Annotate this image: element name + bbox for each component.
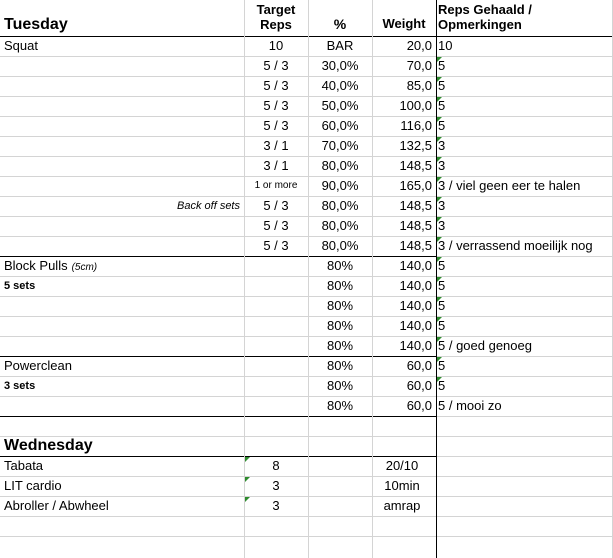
weight-cell[interactable]: 132,5 (399, 138, 432, 153)
reps-done-cell[interactable] (438, 496, 613, 516)
exercise-cell[interactable] (4, 456, 242, 476)
comment-marker-icon (437, 257, 442, 262)
exercise-cell[interactable] (4, 396, 242, 416)
reps-done-cell[interactable]: 5 (438, 258, 446, 273)
percent-cell[interactable]: 60,0% (321, 118, 359, 133)
reps-done-cell[interactable] (438, 416, 613, 436)
percent-cell[interactable]: 80% (326, 338, 354, 353)
row-gridline (0, 436, 613, 437)
percent-cell[interactable]: 50,0% (321, 98, 359, 113)
exercise-cell[interactable] (4, 356, 242, 376)
percent-cell[interactable]: 80% (326, 398, 354, 413)
weight-cell[interactable]: 148,5 (399, 158, 432, 173)
exercise-cell[interactable] (4, 156, 242, 176)
section-divider (0, 36, 436, 37)
day-header-tuesday[interactable]: Tuesday (4, 16, 68, 33)
exercise-cell[interactable] (4, 516, 242, 536)
percent-cell[interactable] (308, 456, 372, 476)
target-reps-cell[interactable] (244, 316, 308, 336)
target-reps-cell[interactable] (244, 256, 308, 276)
exercise-cell[interactable] (4, 96, 242, 116)
comment-marker-icon (437, 217, 442, 222)
reps-done-cell[interactable]: 3 (438, 158, 446, 173)
row-gridline (0, 316, 613, 317)
weight-cell[interactable]: 140,0 (399, 278, 432, 293)
target-reps-header[interactable]: Target Reps (256, 2, 296, 32)
reps-done-cell[interactable]: 3 (438, 218, 446, 233)
exercise-cell[interactable] (4, 296, 242, 316)
column-gridline (372, 0, 373, 558)
comment-marker-icon (437, 337, 442, 342)
exercise-label: Squat (4, 38, 38, 53)
weight-cell[interactable]: 60,0 (406, 398, 432, 413)
row-gridline (0, 236, 613, 237)
reps-done-cell[interactable]: 3 (438, 138, 446, 153)
weight-header[interactable]: Weight (382, 16, 426, 31)
percent-cell[interactable] (308, 516, 372, 536)
comment-marker-icon (437, 377, 442, 382)
target-reps-cell[interactable]: 3 (272, 478, 280, 493)
reps-done-cell[interactable]: 5 (438, 98, 446, 113)
target-reps-cell[interactable]: 5 / 3 (263, 58, 289, 73)
row-gridline (0, 136, 613, 137)
row-gridline (0, 196, 613, 197)
exercise-cell[interactable] (4, 476, 242, 496)
percent-cell[interactable]: 90,0% (321, 178, 359, 193)
percent-cell[interactable]: 80,0% (321, 198, 359, 213)
comment-marker-icon (437, 277, 442, 282)
exercise-label: Tabata (4, 458, 44, 473)
percent-cell[interactable]: 80% (326, 258, 354, 273)
exercise-cell[interactable] (4, 416, 242, 436)
target-reps-cell[interactable] (244, 296, 308, 316)
comment-marker-icon (437, 157, 442, 162)
exercise-label: Abroller / Abwheel (4, 498, 109, 513)
percent-cell[interactable]: 70,0% (321, 138, 359, 153)
percent-cell[interactable]: 40,0% (321, 78, 359, 93)
exercise-label: 3 sets (4, 380, 36, 392)
exercise-cell[interactable] (4, 76, 242, 96)
target-reps-cell[interactable]: 3 (272, 498, 280, 513)
percent-cell[interactable]: 80% (326, 378, 354, 393)
percent-cell[interactable] (308, 416, 372, 436)
target-reps-cell[interactable]: 8 (272, 458, 280, 473)
target-reps-cell[interactable]: 3 / 1 (263, 158, 289, 173)
percent-cell[interactable]: 30,0% (321, 58, 359, 73)
weight-cell[interactable]: 148,5 (399, 238, 432, 253)
exercise-label: Back off sets (177, 200, 240, 212)
target-reps-cell[interactable]: 10 (268, 38, 284, 53)
reps-done-cell[interactable]: 5 / goed genoeg (438, 338, 532, 353)
weight-cell[interactable]: 140,0 (399, 318, 432, 333)
exercise-label: LIT cardio (4, 478, 62, 493)
target-reps-cell[interactable]: 5 / 3 (263, 98, 289, 113)
weight-cell[interactable]: 100,0 (399, 98, 432, 113)
weight-cell[interactable]: 10min (384, 478, 420, 493)
exercise-cell[interactable] (4, 336, 242, 356)
exercise-cell[interactable] (4, 496, 242, 516)
percent-cell[interactable] (308, 436, 372, 456)
section-divider (0, 256, 436, 257)
weight-cell[interactable]: amrap (383, 498, 421, 513)
exercise-cell[interactable] (4, 116, 242, 136)
weight-cell[interactable]: 60,0 (406, 378, 432, 393)
reps-done-cell[interactable]: 3 / verrassend moeilijk nog (438, 238, 593, 253)
target-reps-cell[interactable] (244, 516, 308, 536)
target-reps-cell[interactable]: 1 or more (254, 180, 298, 191)
row-gridline (0, 276, 613, 277)
weight-cell[interactable]: 140,0 (399, 258, 432, 273)
row-gridline (0, 516, 613, 517)
reps-done-cell[interactable]: 5 (438, 378, 446, 393)
weight-cell[interactable]: 20,0 (406, 38, 432, 53)
exercise-label: Wednesday (4, 437, 93, 454)
target-reps-cell[interactable]: 5 / 3 (263, 218, 289, 233)
section-divider (0, 356, 436, 357)
weight-cell[interactable]: 140,0 (399, 338, 432, 353)
comment-marker-icon (437, 197, 442, 202)
reps-done-cell[interactable]: 10 (438, 38, 453, 53)
target-reps-cell[interactable]: 5 / 3 (263, 78, 289, 93)
column-gridline (308, 0, 309, 558)
section-divider (0, 416, 436, 417)
reps-done-cell[interactable] (438, 436, 613, 456)
target-reps-cell[interactable]: 5 / 3 (263, 238, 289, 253)
row-gridline (0, 156, 613, 157)
comment-marker-icon (437, 237, 442, 242)
percent-cell[interactable] (308, 496, 372, 516)
comment-marker-icon (437, 297, 442, 302)
target-reps-cell[interactable] (244, 356, 308, 376)
comment-marker-icon (245, 457, 250, 462)
row-gridline (0, 216, 613, 217)
row-gridline (0, 76, 613, 77)
target-reps-cell[interactable]: 5 / 3 (263, 198, 289, 213)
reps-done-cell[interactable]: 3 (438, 198, 446, 213)
reps-done-cell[interactable]: 5 / mooi zo (438, 398, 502, 413)
target-reps-cell[interactable] (244, 396, 308, 416)
weight-cell[interactable]: 148,5 (399, 198, 432, 213)
comment-marker-icon (437, 357, 442, 362)
percent-cell[interactable]: 80,0% (321, 158, 359, 173)
percent-cell[interactable]: 80% (326, 358, 354, 373)
row-gridline (0, 376, 613, 377)
percent-cell[interactable]: BAR (326, 38, 354, 53)
weight-cell[interactable] (372, 436, 432, 456)
exercise-note: (5cm) (71, 262, 98, 273)
weight-cell[interactable]: 85,0 (406, 78, 432, 93)
row-gridline (0, 56, 613, 57)
weight-cell[interactable]: 60,0 (406, 358, 432, 373)
column-divider (436, 0, 437, 558)
reps-done-cell[interactable]: 3 / viel geen eer te halen (438, 178, 581, 193)
exercise-label: 5 sets (4, 280, 36, 292)
exercise-cell[interactable] (4, 276, 242, 296)
section-divider (0, 456, 436, 457)
reps-done-cell[interactable]: 5 (438, 358, 446, 373)
comment-marker-icon (437, 57, 442, 62)
exercise-cell[interactable] (4, 176, 242, 196)
comment-marker-icon (437, 77, 442, 82)
reps-done-cell[interactable] (438, 516, 613, 536)
row-gridline (0, 116, 613, 117)
row-gridline (0, 296, 613, 297)
reps-done-cell[interactable]: 5 (438, 58, 446, 73)
reps-done-cell[interactable]: 5 (438, 78, 446, 93)
reps-done-cell[interactable]: 5 (438, 318, 446, 333)
target-reps-cell[interactable] (244, 336, 308, 356)
percent-cell[interactable]: 80% (326, 318, 354, 333)
percent-cell[interactable]: 80,0% (321, 218, 359, 233)
weight-cell[interactable]: 165,0 (399, 178, 432, 193)
row-gridline (0, 396, 613, 397)
target-reps-cell[interactable] (244, 416, 308, 436)
row-gridline (0, 96, 613, 97)
exercise-cell[interactable] (0, 196, 240, 216)
weight-cell[interactable]: 148,5 (399, 218, 432, 233)
row-gridline (0, 476, 613, 477)
exercise-cell[interactable] (4, 136, 242, 156)
column-gridline (244, 0, 245, 558)
exercise-cell[interactable] (4, 436, 242, 456)
reps-done-header[interactable]: Reps Gehaald / Opmerkingen (438, 2, 532, 32)
row-gridline (0, 176, 613, 177)
weight-cell[interactable] (372, 416, 432, 436)
row-gridline (0, 496, 613, 497)
exercise-cell[interactable] (4, 316, 242, 336)
reps-done-cell[interactable]: 5 (438, 298, 446, 313)
row-gridline (0, 336, 613, 337)
weight-cell[interactable]: 116,0 (400, 118, 432, 133)
reps-done-cell[interactable] (438, 476, 613, 496)
exercise-label: Powerclean (4, 358, 72, 373)
exercise-cell[interactable] (4, 216, 242, 236)
comment-marker-icon (437, 97, 442, 102)
comment-marker-icon (437, 137, 442, 142)
percent-cell[interactable]: 80% (326, 298, 354, 313)
comment-marker-icon (245, 497, 250, 502)
percent-cell[interactable] (308, 476, 372, 496)
target-reps-cell[interactable] (244, 436, 308, 456)
reps-done-cell[interactable]: 5 (438, 118, 446, 133)
percent-cell[interactable]: 80% (326, 278, 354, 293)
target-reps-cell[interactable]: 3 / 1 (263, 138, 289, 153)
weight-cell[interactable] (372, 516, 432, 536)
comment-marker-icon (437, 117, 442, 122)
target-reps-cell[interactable]: 5 / 3 (263, 118, 289, 133)
exercise-cell[interactable] (4, 236, 242, 256)
weight-cell[interactable]: 20/10 (385, 458, 419, 473)
weight-cell[interactable]: 140,0 (399, 298, 432, 313)
exercise-cell[interactable] (4, 256, 242, 276)
header-divider (436, 36, 613, 37)
exercise-cell[interactable] (4, 36, 242, 56)
target-reps-cell[interactable] (244, 376, 308, 396)
percent-header[interactable]: % (333, 16, 347, 32)
exercise-cell[interactable] (4, 56, 242, 76)
percent-cell[interactable]: 80,0% (321, 238, 359, 253)
comment-marker-icon (437, 177, 442, 182)
reps-done-cell[interactable] (438, 456, 613, 476)
comment-marker-icon (245, 477, 250, 482)
exercise-cell[interactable] (4, 376, 242, 396)
exercise-label: Block Pulls (4, 258, 68, 273)
comment-marker-icon (437, 317, 442, 322)
weight-cell[interactable]: 70,0 (406, 58, 432, 73)
reps-done-cell[interactable]: 5 (438, 278, 446, 293)
row-gridline (0, 536, 613, 537)
target-reps-cell[interactable] (244, 276, 308, 296)
